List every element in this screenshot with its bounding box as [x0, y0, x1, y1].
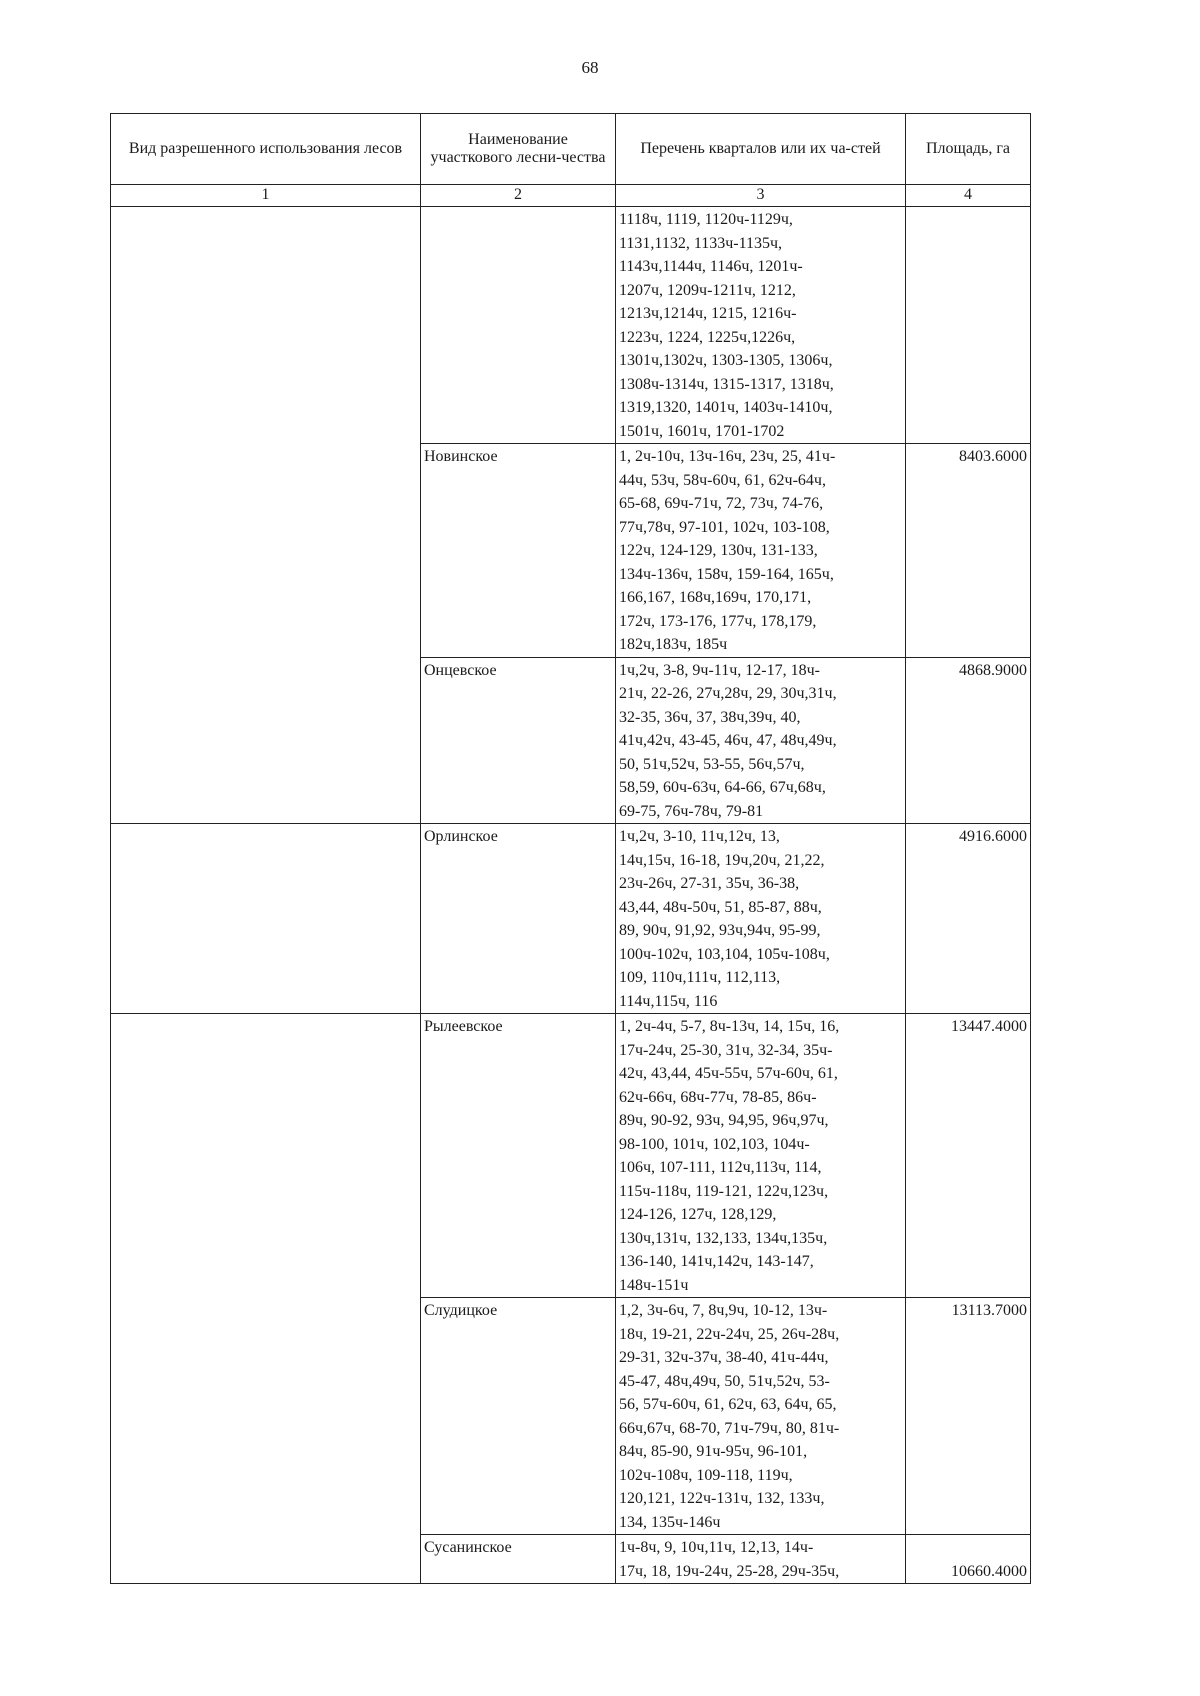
table-row — [111, 824, 1031, 1014]
forestry-name: Орлинское — [421, 824, 616, 1014]
area-value: 13113.7000 — [906, 1298, 1031, 1535]
area-value: 13447.4000 — [906, 1014, 1031, 1298]
column-number: 2 — [421, 185, 616, 207]
use-type-cell — [111, 1014, 421, 1584]
column-number-row — [111, 185, 1031, 207]
table-header-row — [111, 114, 1031, 185]
header-forestry: Наименование участкового лесни-чества — [421, 114, 616, 185]
header-use-type: Вид разрешенного использования лесов — [111, 114, 421, 185]
column-number: 3 — [616, 185, 906, 207]
header-quarters: Перечень кварталов или их ча-стей — [616, 114, 906, 185]
quarters-list: 1, 2ч-4ч, 5-7, 8ч-13ч, 14, 15ч, 16, 17ч-24ч, 25-30, 31ч, 32-34, 35ч- 42ч, 43,44, 45ч-55ч, 57ч-60ч, 61, 62ч-66ч, 68ч-77ч, 78-85, 86ч- 89ч, 90-92, 93ч, 94,95, 96ч,97ч, 98-100, 101ч, 102,103, 104ч- 106ч, 107-111, 112ч,113ч, 114, 115ч-118ч, 119-121, 122ч,123ч, 124-126, 127ч, 128,129, 130ч,131ч, 132,133, 134ч,135ч, 136-140, 141ч,142ч, 143-147, 148ч-151ч — [616, 1014, 906, 1298]
column-number: 4 — [906, 185, 1031, 207]
header-area: Площадь, га — [906, 114, 1031, 185]
area-value: 10660.4000 — [906, 1535, 1031, 1584]
quarters-list: 1ч-8ч, 9, 10ч,11ч, 12,13, 14ч- 17ч, 18, 19ч-24ч, 25-28, 29ч-35ч, — [616, 1535, 906, 1584]
area-value — [906, 207, 1031, 444]
forestry-name: Сусанинское — [421, 1535, 616, 1584]
forestry-name: Новинское — [421, 444, 616, 658]
area-value: 4916.6000 — [906, 824, 1031, 1014]
table-row — [111, 207, 1031, 444]
quarters-list: 1ч,2ч, 3-8, 9ч-11ч, 12-17, 18ч- 21ч, 22-26, 27ч,28ч, 29, 30ч,31ч, 32-35, 36ч, 37, 38ч,39ч, 40, 41ч,42ч, 43-45, 46ч, 47, 48ч,49ч, 50, 51ч,52ч, 53-55, 56ч,57ч, 58,59, 60ч-63ч, 64-66, 67ч,68ч, 69-75, 76ч-78ч, 79-81 — [616, 657, 906, 824]
quarters-list: 1ч,2ч, 3-10, 11ч,12ч, 13, 14ч,15ч, 16-18, 19ч,20ч, 21,22, 23ч-26ч, 27-31, 35ч, 36-38, 43,44, 48ч-50ч, 51, 85-87, 88ч, 89, 90ч, 91,92, 93ч,94ч, 95-99, 100ч-102ч, 103,104, 105ч-108ч, 109, 110ч,111ч, 112,113, 114ч,115ч, 116 — [616, 824, 906, 1014]
use-type-cell — [111, 824, 421, 1014]
use-type-cell — [111, 207, 421, 824]
forestry-name — [421, 207, 616, 444]
table-row — [111, 1014, 1031, 1298]
quarters-list: 1, 2ч-10ч, 13ч-16ч, 23ч, 25, 41ч- 44ч, 53ч, 58ч-60ч, 61, 62ч-64ч, 65-68, 69ч-71ч, 72, 73ч, 74-76, 77ч,78ч, 97-101, 102ч, 103-108, 122ч, 124-129, 130ч, 131-133, 134ч-136ч, 158ч, 159-164, 165ч, 166,167, 168ч,169ч, 170,171, 172ч, 173-176, 177ч, 178,179, 182ч,183ч, 185ч — [616, 444, 906, 658]
forestry-name: Слудицкое — [421, 1298, 616, 1535]
page-number: 68 — [581, 58, 599, 77]
quarters-list: 1,2, 3ч-6ч, 7, 8ч,9ч, 10-12, 13ч- 18ч, 19-21, 22ч-24ч, 25, 26ч-28ч, 29-31, 32ч-37ч, 38-40, 41ч-44ч, 45-47, 48ч,49ч, 50, 51ч,52ч, 53- 56, 57ч-60ч, 61, 62ч, 63, 64ч, 65, 66ч,67ч, 68-70, 71ч-79ч, 80, 81ч- 84ч, 85-90, 91ч-95ч, 96-101, 102ч-108ч, 109-118, 119ч, 120,121, 122ч-131ч, 132, 133ч, 134, 135ч-146ч — [616, 1298, 906, 1535]
area-value: 4868.9000 — [906, 657, 1031, 824]
forestry-name: Рылеевское — [421, 1014, 616, 1298]
quarters-list: 1118ч, 1119, 1120ч-1129ч, 1131,1132, 1133ч-1135ч, 1143ч,1144ч, 1146ч, 1201ч- 1207ч, 1209ч-1211ч, 1212, 1213ч,1214ч, 1215, 1216ч- 1223ч, 1224, 1225ч,1226ч, 1301ч,1302ч, 1303-1305, 1306ч, 1308ч-1314ч, 1315-1317, 1318ч, 1319,1320, 1401ч, 1403ч-1410ч, 1501ч, 1601ч, 1701-1702 — [616, 207, 906, 444]
forestry-name: Онцевское — [421, 657, 616, 824]
forest-use-table — [110, 113, 1031, 1584]
column-number: 1 — [111, 185, 421, 207]
area-value: 8403.6000 — [906, 444, 1031, 658]
